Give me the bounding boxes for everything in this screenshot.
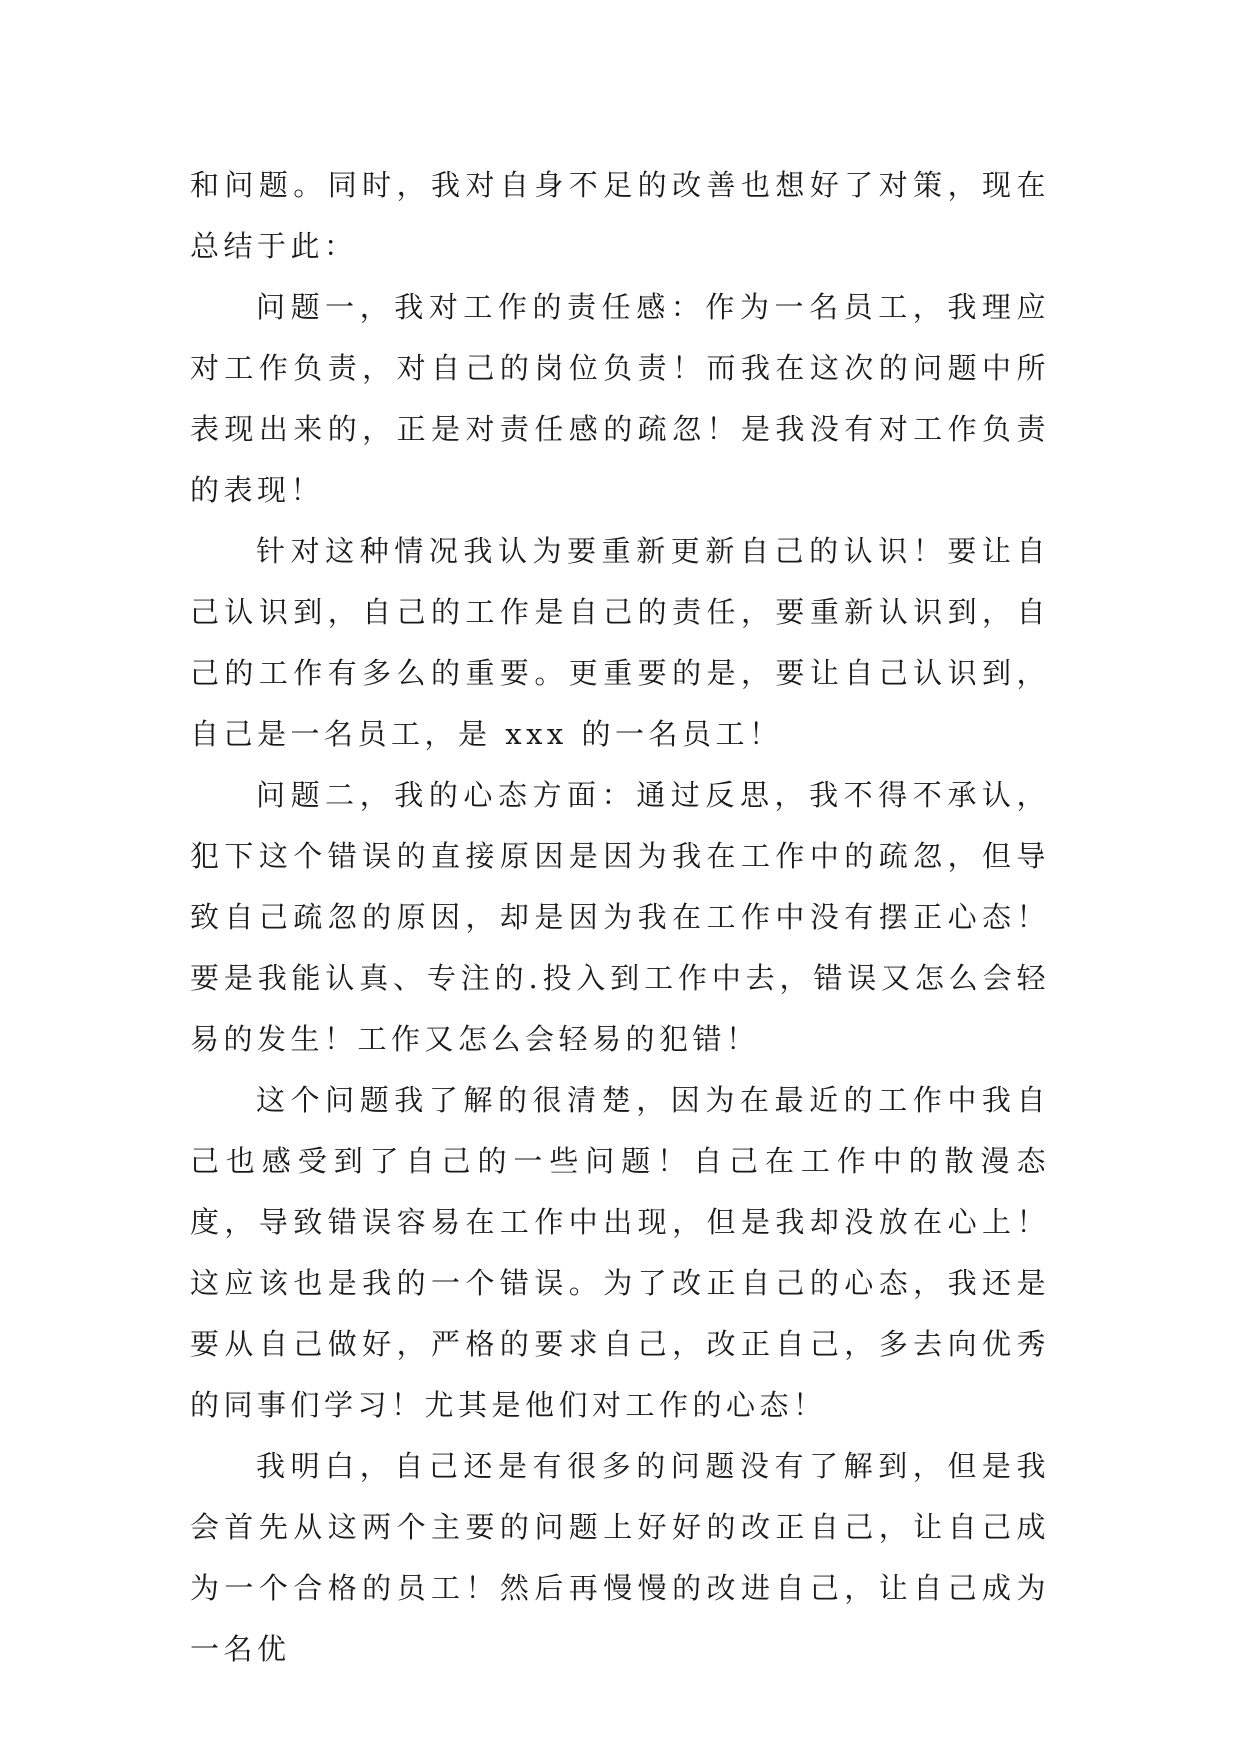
- document-body: [190, 155, 1050, 1680]
- paragraph-problem-two: 问题二，我的心态方面：通过反思，我不得不承认，犯下这个错误的直接原因是因为我在工作中的疏忽，但导致自己疏忽的原因，却是因为我在工作中没有摆正心态！要是我能认真、专注的.投入到工作中去，错误又怎么会轻易的发生！工作又怎么会轻易的犯错！: [190, 778, 1050, 1056]
- paragraph-continuation: 和问题。同时，我对自身不足的改善也想好了对策，现在总结于此：: [190, 168, 1050, 263]
- paragraph-response-one: 针对这种情况我认为要重新更新自己的认识！要让自己认识到，自己的工作是自己的责任，要重新认识到，自己的工作有多么的重要。更重要的是，要让自己认识到，自己是一名员工，是 xxx 的一名员工！: [190, 534, 1050, 751]
- paragraph-problem-one: 问题一，我对工作的责任感：作为一名员工，我理应对工作负责，对自己的岗位负责！而我在这次的问题中所表现出来的，正是对责任感的疏忽！是我没有对工作负责的表现！: [190, 290, 1050, 507]
- paragraph-conclusion: 我明白，自己还是有很多的问题没有了解到，但是我会首先从这两个主要的问题上好好的改正自己，让自己成为一个合格的员工！然后再慢慢的改进自己，让自己成为一名优: [190, 1449, 1050, 1666]
- paragraph-response-two: 这个问题我了解的很清楚，因为在最近的工作中我自己也感受到了自己的一些问题！自己在工作中的散漫态度，导致错误容易在工作中出现，但是我却没放在心上！这应该也是我的一个错误。为了改正自己的心态，我还是要从自己做好，严格的要求自己，改正自己，多去向优秀的同事们学习！尤其是他们对工作的心态！: [190, 1083, 1050, 1422]
